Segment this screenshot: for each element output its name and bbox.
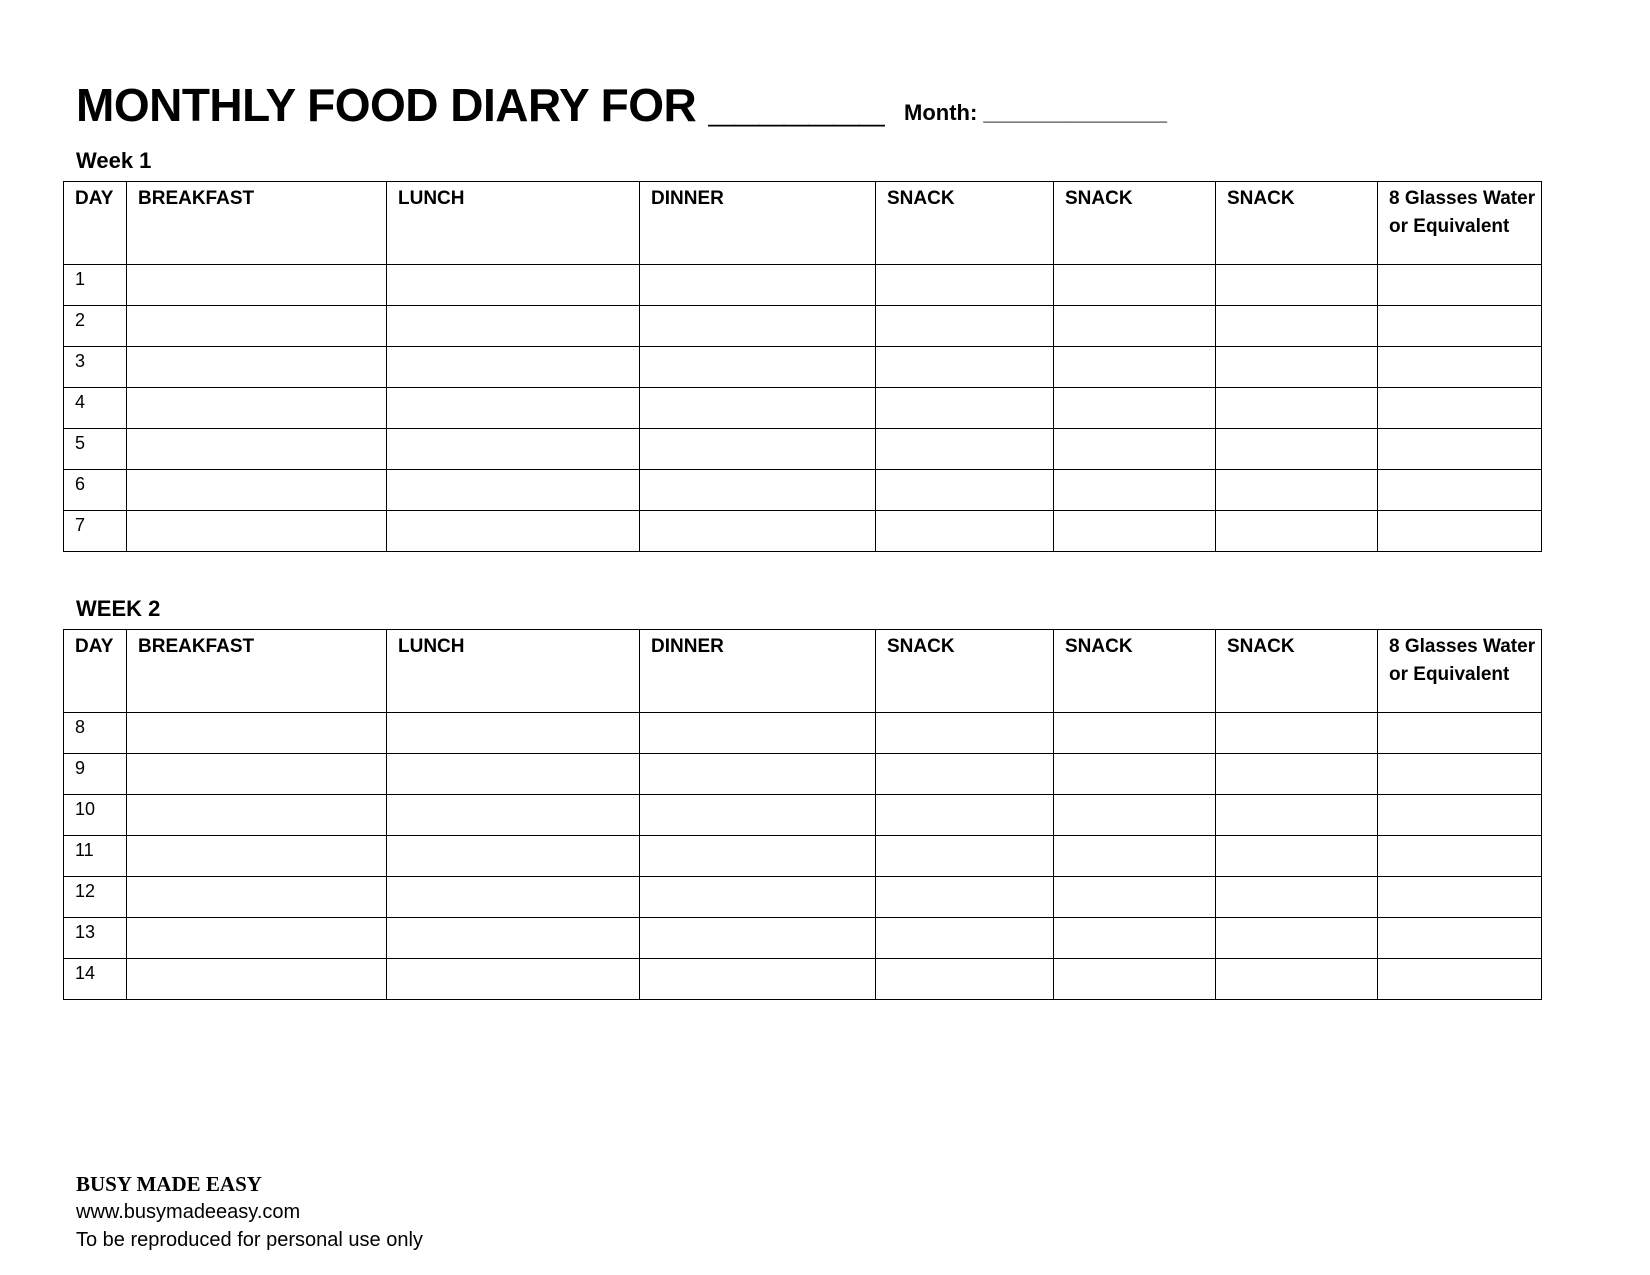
entry-cell[interactable]: [127, 795, 387, 836]
entry-cell[interactable]: [1216, 836, 1378, 877]
entry-cell[interactable]: [876, 306, 1054, 347]
entry-cell[interactable]: [1054, 795, 1216, 836]
entry-cell[interactable]: [387, 795, 640, 836]
entry-cell[interactable]: [1216, 511, 1378, 552]
entry-cell[interactable]: [1378, 959, 1542, 1000]
table-header-row: [64, 630, 1542, 713]
entry-cell[interactable]: [640, 959, 876, 1000]
entry-cell[interactable]: [1378, 388, 1542, 429]
table-row: [64, 877, 1542, 918]
entry-cell[interactable]: [127, 429, 387, 470]
col-breakfast-header: BREAKFAST: [127, 182, 387, 265]
table-row: [64, 795, 1542, 836]
entry-cell[interactable]: [1216, 713, 1378, 754]
day-number-cell: 6: [64, 470, 127, 511]
entry-cell[interactable]: [876, 959, 1054, 1000]
entry-cell[interactable]: [1216, 754, 1378, 795]
entry-cell[interactable]: [1378, 713, 1542, 754]
entry-cell[interactable]: [127, 836, 387, 877]
entry-cell[interactable]: [876, 470, 1054, 511]
entry-cell[interactable]: [640, 877, 876, 918]
entry-cell[interactable]: [1054, 347, 1216, 388]
entry-cell[interactable]: [640, 429, 876, 470]
entry-cell[interactable]: [1216, 429, 1378, 470]
entry-cell[interactable]: [1216, 795, 1378, 836]
entry-cell[interactable]: [387, 388, 640, 429]
day-number-cell: 3: [64, 347, 127, 388]
col-day-header: DAY: [64, 630, 127, 713]
entry-cell[interactable]: [876, 918, 1054, 959]
table-row: [64, 754, 1542, 795]
col-day-header: DAY: [64, 182, 127, 265]
col-snack-header: SNACK: [1054, 182, 1216, 265]
entry-cell[interactable]: [127, 511, 387, 552]
entry-cell[interactable]: [387, 306, 640, 347]
day-number-cell: 10: [64, 795, 127, 836]
entry-cell[interactable]: [876, 836, 1054, 877]
entry-cell[interactable]: [1054, 877, 1216, 918]
entry-cell[interactable]: [387, 429, 640, 470]
entry-cell[interactable]: [640, 795, 876, 836]
title-row: [76, 78, 884, 132]
entry-cell[interactable]: [387, 959, 640, 1000]
entry-cell[interactable]: [876, 795, 1054, 836]
entry-cell[interactable]: [876, 877, 1054, 918]
day-number-cell: 5: [64, 429, 127, 470]
entry-cell[interactable]: [387, 265, 640, 306]
entry-cell[interactable]: [127, 713, 387, 754]
entry-cell[interactable]: [640, 470, 876, 511]
table-row: [64, 388, 1542, 429]
table-row: [64, 429, 1542, 470]
entry-cell[interactable]: [640, 347, 876, 388]
table-row: [64, 470, 1542, 511]
entry-cell[interactable]: [640, 265, 876, 306]
entry-cell[interactable]: [1378, 918, 1542, 959]
table-row: [64, 836, 1542, 877]
entry-cell[interactable]: [127, 877, 387, 918]
entry-cell[interactable]: [1378, 429, 1542, 470]
entry-cell[interactable]: [640, 388, 876, 429]
week-2-table: [63, 629, 1542, 1000]
entry-cell[interactable]: [1054, 388, 1216, 429]
col-snack-header: SNACK: [1216, 182, 1378, 265]
week-2-label: WEEK 2: [76, 596, 161, 621]
entry-cell[interactable]: [1216, 306, 1378, 347]
entry-cell[interactable]: [1378, 347, 1542, 388]
entry-cell[interactable]: [1378, 795, 1542, 836]
website-link[interactable]: www.busymadeeasy.com: [76, 1201, 301, 1223]
entry-cell[interactable]: [387, 713, 640, 754]
entry-cell[interactable]: [1378, 836, 1542, 877]
day-number-cell: 1: [64, 265, 127, 306]
day-number-cell: 4: [64, 388, 127, 429]
entry-cell[interactable]: [387, 877, 640, 918]
day-number-cell: 13: [64, 918, 127, 959]
col-water-header: 8 Glasses Water or Equivalent: [1378, 630, 1542, 713]
day-number-cell: 11: [64, 836, 127, 877]
entry-cell[interactable]: [387, 918, 640, 959]
entry-cell[interactable]: [640, 918, 876, 959]
table-row: [64, 265, 1542, 306]
entry-cell[interactable]: [876, 511, 1054, 552]
table-row: [64, 959, 1542, 1000]
week-1-table: [63, 181, 1542, 552]
entry-cell[interactable]: [1054, 918, 1216, 959]
table-row: [64, 511, 1542, 552]
entry-cell[interactable]: [1054, 470, 1216, 511]
entry-cell[interactable]: [1054, 306, 1216, 347]
table-row: [64, 306, 1542, 347]
table-row: [64, 347, 1542, 388]
entry-cell[interactable]: [640, 754, 876, 795]
entry-cell[interactable]: [1054, 511, 1216, 552]
entry-cell[interactable]: [1378, 877, 1542, 918]
entry-cell[interactable]: [876, 429, 1054, 470]
week-1-label: Week 1: [76, 148, 152, 173]
entry-cell[interactable]: [127, 754, 387, 795]
entry-cell[interactable]: [127, 265, 387, 306]
day-number-cell: 9: [64, 754, 127, 795]
entry-cell[interactable]: [1216, 265, 1378, 306]
entry-cell[interactable]: [127, 306, 387, 347]
entry-cell[interactable]: [387, 470, 640, 511]
entry-cell[interactable]: [127, 347, 387, 388]
entry-cell[interactable]: [387, 347, 640, 388]
table-header-row: [64, 182, 1542, 265]
col-snack-header: SNACK: [876, 182, 1054, 265]
entry-cell[interactable]: [1054, 959, 1216, 1000]
entry-cell[interactable]: [127, 388, 387, 429]
entry-cell[interactable]: [1054, 713, 1216, 754]
entry-cell[interactable]: [1216, 470, 1378, 511]
entry-cell[interactable]: [127, 918, 387, 959]
entry-cell[interactable]: [1054, 429, 1216, 470]
entry-cell[interactable]: [1216, 388, 1378, 429]
entry-cell[interactable]: [876, 754, 1054, 795]
col-dinner-header: DINNER: [640, 630, 876, 713]
entry-cell[interactable]: [876, 713, 1054, 754]
usage-notice: To be reproduced for personal use only: [76, 1229, 423, 1251]
entry-cell[interactable]: [387, 836, 640, 877]
entry-cell[interactable]: [1216, 918, 1378, 959]
day-number-cell: 8: [64, 713, 127, 754]
entry-cell[interactable]: [640, 511, 876, 552]
day-number-cell: 12: [64, 877, 127, 918]
day-number-cell: 14: [64, 959, 127, 1000]
day-number-cell: 2: [64, 306, 127, 347]
entry-cell[interactable]: [387, 754, 640, 795]
entry-cell[interactable]: [640, 836, 876, 877]
table-row: [64, 713, 1542, 754]
entry-cell[interactable]: [1054, 265, 1216, 306]
entry-cell[interactable]: [876, 388, 1054, 429]
footer: [76, 1170, 423, 1254]
entry-cell[interactable]: [1216, 959, 1378, 1000]
page-title: MONTHLY FOOD DIARY FOR _______: [76, 79, 885, 131]
entry-cell[interactable]: [1378, 754, 1542, 795]
col-lunch-header: LUNCH: [387, 182, 640, 265]
entry-cell[interactable]: [876, 265, 1054, 306]
col-water-header: 8 Glasses Water or Equivalent: [1378, 182, 1542, 265]
col-snack-header: SNACK: [1054, 630, 1216, 713]
brand-name: BUSY MADE EASY: [76, 1172, 262, 1196]
entry-cell[interactable]: [1054, 754, 1216, 795]
month-field-label: Month: _______________: [904, 100, 1167, 125]
table-row: [64, 918, 1542, 959]
entry-cell[interactable]: [876, 347, 1054, 388]
entry-cell[interactable]: [1378, 511, 1542, 552]
entry-cell[interactable]: [1054, 836, 1216, 877]
entry-cell[interactable]: [1378, 306, 1542, 347]
entry-cell[interactable]: [387, 511, 640, 552]
entry-cell[interactable]: [1378, 470, 1542, 511]
entry-cell[interactable]: [640, 306, 876, 347]
entry-cell[interactable]: [1216, 877, 1378, 918]
col-dinner-header: DINNER: [640, 182, 876, 265]
entry-cell[interactable]: [640, 713, 876, 754]
entry-cell[interactable]: [127, 470, 387, 511]
col-lunch-header: LUNCH: [387, 630, 640, 713]
day-number-cell: 7: [64, 511, 127, 552]
col-snack-header: SNACK: [1216, 630, 1378, 713]
entry-cell[interactable]: [127, 959, 387, 1000]
entry-cell[interactable]: [1216, 347, 1378, 388]
col-snack-header: SNACK: [876, 630, 1054, 713]
col-breakfast-header: BREAKFAST: [127, 630, 387, 713]
entry-cell[interactable]: [1378, 265, 1542, 306]
